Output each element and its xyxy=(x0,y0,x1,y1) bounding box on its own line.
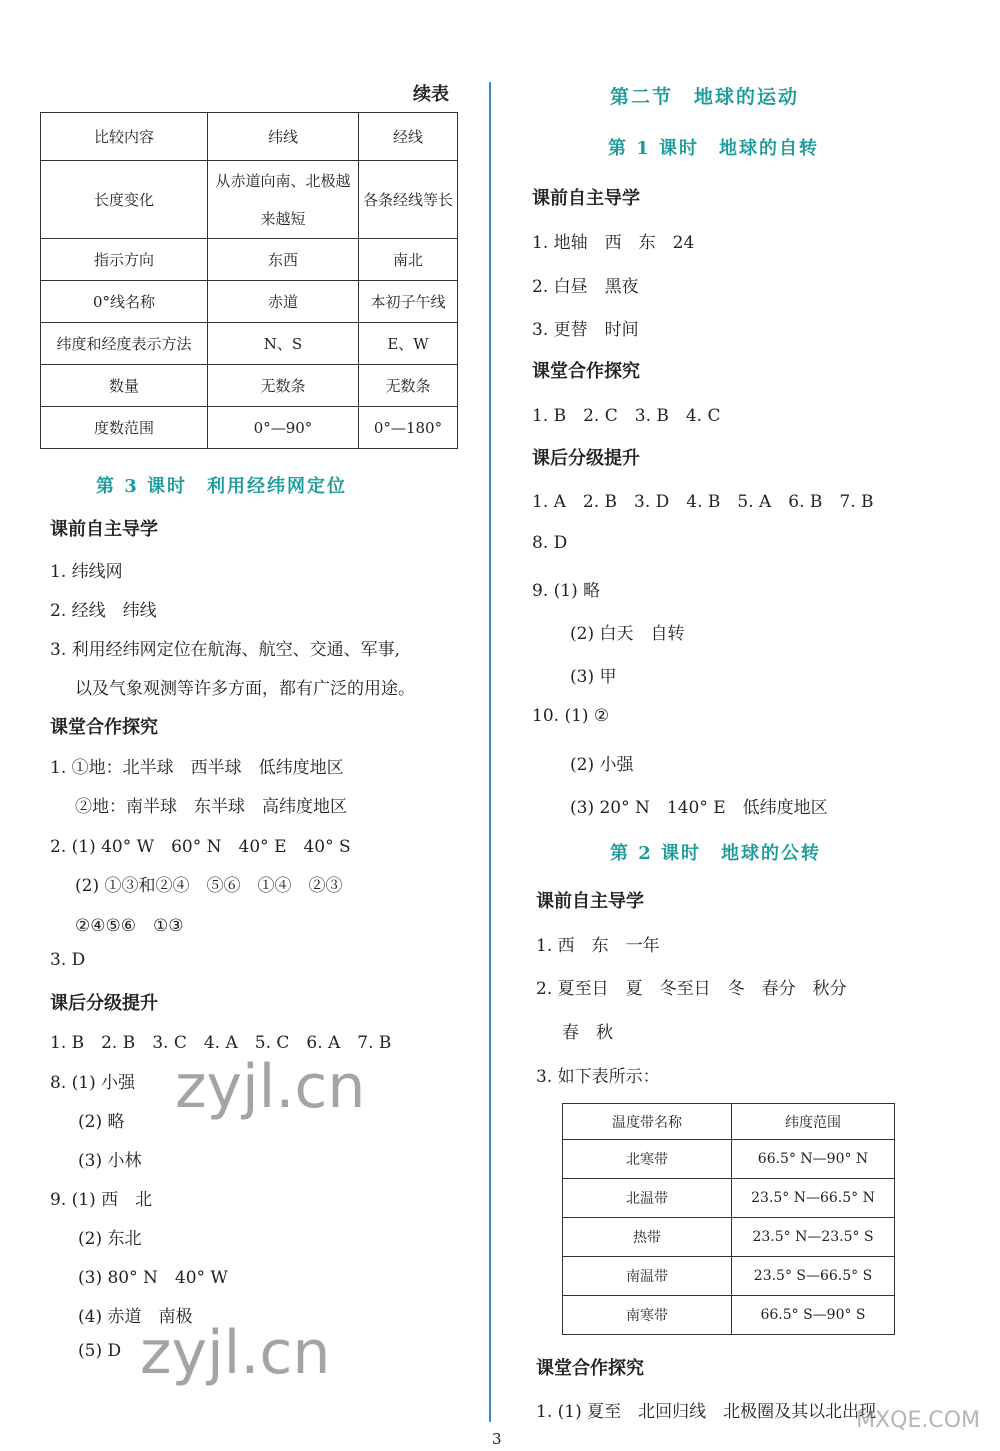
table-cell: 指示方向 xyxy=(41,239,208,281)
answer-line: 8. D xyxy=(532,533,568,553)
answer-line: 3. 利用经纬网定位在航海、航空、交通、军事, xyxy=(50,640,401,660)
section-heading: 课后分级提升 xyxy=(532,448,640,469)
answer-line: (4) 赤道 南极 xyxy=(78,1307,193,1327)
answer-line: 8. (1) 小强 xyxy=(50,1073,136,1093)
table-cell: 23.5° N—66.5° N xyxy=(732,1179,895,1218)
answer-line: (3) 甲 xyxy=(570,667,617,687)
table-cell: 度数范围 xyxy=(41,407,208,449)
answer-line: (2) 白天 自转 xyxy=(570,624,685,644)
lesson-title: 第 3 课时 利用经纬网定位 xyxy=(96,476,348,497)
section-heading: 课堂合作探究 xyxy=(532,361,640,382)
answer-line: 2. 夏至日 夏 冬至日 冬 春分 秋分 xyxy=(536,979,847,999)
answer-line: (3) 80° N 40° W xyxy=(78,1268,228,1288)
table-cell: 东西 xyxy=(208,239,359,281)
watermark: zyjl.cn xyxy=(140,1318,331,1388)
table-cell: 0°—180° xyxy=(359,407,458,449)
table-cell: 经线 xyxy=(359,113,458,161)
answer-line: 1. 地轴 西 东 24 xyxy=(532,233,695,253)
section-heading: 课后分级提升 xyxy=(50,993,158,1014)
answer-line: 1. 西 东 一年 xyxy=(536,936,660,956)
answer-line: 3. 更替 时间 xyxy=(532,320,639,340)
table-cell: 温度带名称 xyxy=(563,1104,732,1140)
answer-line: 1. B 2. C 3. B 4. C xyxy=(532,406,721,426)
table-cell: 0°线名称 xyxy=(41,281,208,323)
answer-line: 1. (1) 夏至 北回归线 北极圈及其以北出现 xyxy=(536,1402,877,1422)
answer-line: (2) ①③和②④ ⑤⑥ ①④ ②③ xyxy=(75,876,343,896)
table-cell: 0°—90° xyxy=(208,407,359,449)
table-cell: 从赤道向南、北极越来越短 xyxy=(208,161,359,239)
answer-line: 以及气象观测等许多方面，都有广泛的用途。 xyxy=(75,679,415,699)
continued-label: 续表 xyxy=(413,84,449,105)
answer-line: 2. 白昼 黑夜 xyxy=(532,277,639,297)
table-cell: 长度变化 xyxy=(41,161,208,239)
latitude-longitude-table xyxy=(40,112,458,449)
table-cell: 南北 xyxy=(359,239,458,281)
answer-line: 2. 经线 纬线 xyxy=(50,601,157,621)
table-cell: 各条经线等长 xyxy=(359,161,458,239)
section-title: 第二节 地球的运动 xyxy=(610,86,800,108)
answer-line: 10. (1) ② xyxy=(532,706,610,726)
lesson-title: 第 1 课时 地球的自转 xyxy=(608,138,820,159)
answer-line: 1. B 2. B 3. C 4. A 5. C 6. A 7. B xyxy=(50,1033,392,1053)
table-cell: 纬线 xyxy=(208,113,359,161)
page-number: 3 xyxy=(492,1430,502,1448)
table-cell: 无数条 xyxy=(359,365,458,407)
answer-line: 3. 如下表所示： xyxy=(536,1067,660,1087)
answer-line: (2) 小强 xyxy=(570,755,634,775)
table-cell: 南温带 xyxy=(563,1257,732,1296)
table-cell: 23.5° N—23.5° S xyxy=(732,1218,895,1257)
answer-line: 1. 纬线网 xyxy=(50,562,123,582)
answer-line: (3) 小林 xyxy=(78,1151,142,1171)
table-cell: 热带 xyxy=(563,1218,732,1257)
table-cell: E、W xyxy=(359,323,458,365)
table-cell: 比较内容 xyxy=(41,113,208,161)
table-cell: 北温带 xyxy=(563,1179,732,1218)
table-cell: 数量 xyxy=(41,365,208,407)
table-cell: 南寒带 xyxy=(563,1296,732,1335)
section-heading: 课堂合作探究 xyxy=(50,717,158,738)
section-heading: 课堂合作探究 xyxy=(536,1358,644,1379)
answer-line: 9. (1) 略 xyxy=(532,581,601,601)
watermark: MXQE.COM xyxy=(856,1408,980,1433)
table-cell: 23.5° S—66.5° S xyxy=(732,1257,895,1296)
section-heading: 课前自主导学 xyxy=(50,519,158,540)
table-cell: 纬度和经度表示方法 xyxy=(41,323,208,365)
answer-line: (2) 略 xyxy=(78,1112,125,1132)
answer-line: (3) 20° N 140° E 低纬度地区 xyxy=(570,798,828,818)
answer-line: 春 秋 xyxy=(562,1023,613,1043)
table-cell: 66.5° S—90° S xyxy=(732,1296,895,1335)
lesson-title: 第 2 课时 地球的公转 xyxy=(610,843,822,864)
answer-line: (5) D xyxy=(78,1341,122,1361)
answer-line: ②地：南半球 东半球 高纬度地区 xyxy=(75,797,347,817)
answer-line: 2. (1) 40° W 60° N 40° E 40° S xyxy=(50,837,351,857)
answer-line: (2) 东北 xyxy=(78,1229,142,1249)
table-cell: 无数条 xyxy=(208,365,359,407)
answer-line: ②④⑤⑥ ①③ xyxy=(75,916,184,936)
answer-line: 1. A 2. B 3. D 4. B 5. A 6. B 7. B xyxy=(532,492,874,512)
answer-line: 3. D xyxy=(50,950,86,970)
table-cell: N、S xyxy=(208,323,359,365)
section-heading: 课前自主导学 xyxy=(536,891,644,912)
section-heading: 课前自主导学 xyxy=(532,188,640,209)
table-cell: 66.5° N—90° N xyxy=(732,1140,895,1179)
column-divider xyxy=(489,82,491,1422)
table-cell: 北寒带 xyxy=(563,1140,732,1179)
table-cell: 本初子午线 xyxy=(359,281,458,323)
temperature-zone-table xyxy=(562,1103,895,1335)
answer-line: 1. ①地：北半球 西半球 低纬度地区 xyxy=(50,758,344,778)
answer-line: 9. (1) 西 北 xyxy=(50,1190,153,1210)
watermark: zyjl.cn xyxy=(175,1052,366,1122)
table-cell: 赤道 xyxy=(208,281,359,323)
table-cell: 纬度范围 xyxy=(732,1104,895,1140)
